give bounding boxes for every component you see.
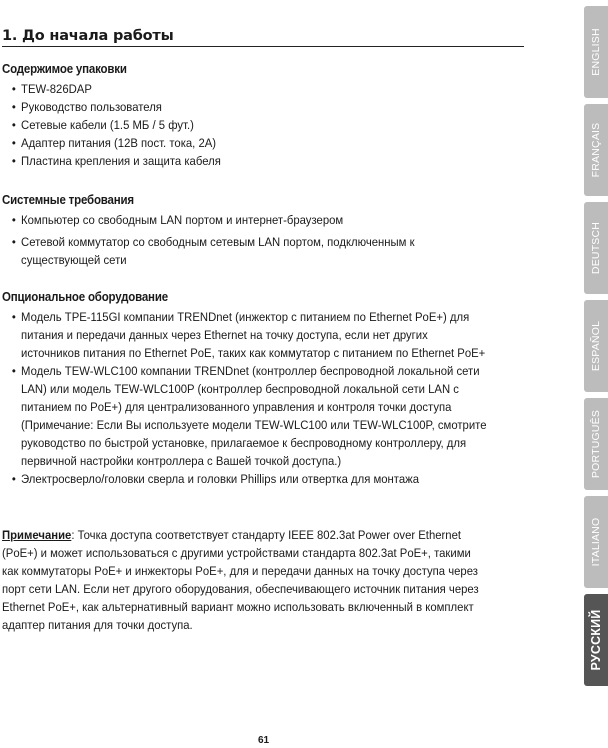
tab-portugues[interactable]: PORTUGUÊS — [584, 398, 608, 490]
optional-list — [10, 308, 528, 488]
note-paragraph: Примечание: Точка доступа соответствует стандарту IEEE 802.3at Power over Ethernet (PoE+) и может использоваться с другими устройствами стандарта 802.3at PoE+, такими как коммутаторы PoE+ и инжекторы PoE+, для и передачи данных на точку доступа через порт сети LAN. Если нет другого оборудования, обеспечивающего источник питания через Ethernet PoE+, как альтернативный вариант можно использовать включенный в комплект адаптер питания для точки доступа. — [2, 528, 479, 632]
package-heading: Содержимое упаковки — [2, 62, 127, 76]
page-number: 61 — [258, 735, 270, 746]
list-item: • TEW-826DAP — [10, 80, 221, 98]
list-item: • Компьютер со свободным LAN портом и интернет-браузером — [10, 211, 415, 229]
list-item: • Руководство пользователя — [10, 98, 221, 116]
list-item: • Модель TEW-WLC100 компании TRENDnet (контроллер беспроводной локальной сети LAN) или модель TEW-WLC100P (контроллер беспроводной локальной сети LAN с питанием по PoE+) для централизованного управления и контроля точки доступа (Примечание: Если Вы используете модели TEW-WLC100 или TEW-WLC100P, смотрите руководство по быстрой установке, прилагаемое к беспроводному контроллеру, для первичной настройки контроллера с Вашей точкой доступа.) — [10, 362, 487, 470]
tab-deutsch[interactable]: DEUTSCH — [584, 202, 608, 294]
note-label: Примечание — [2, 528, 72, 542]
tab-francais[interactable]: FRANÇAIS — [584, 104, 608, 196]
list-item: • Сетевые кабели (1.5 МБ / 5 фут.) — [10, 116, 221, 134]
list-item: • Модель TPE-115GI компании TRENDnet (инжектор с питанием по Ethernet PoE+) для питания и передачи данных через Ethernet на точку доступа, если нет других источников питания по Ethernet PoE, таких как коммутатор с питанием по Ethernet PoE+ — [10, 308, 487, 362]
requirements-list — [10, 211, 450, 269]
tab-espanol[interactable]: ESPAÑOL — [584, 300, 608, 392]
tab-italiano[interactable]: ITALIANO — [584, 496, 608, 588]
requirements-heading: Системные требования — [2, 193, 134, 207]
list-item: • Сетевой коммутатор со свободным сетевым LAN портом, подключенным к существующей сети — [10, 233, 415, 269]
tab-russian[interactable]: РУССКИЙ — [584, 594, 608, 686]
list-item: • Адаптер питания (12В пост. тока, 2А) — [10, 134, 221, 152]
list-item: • Пластина крепления и защита кабеля — [10, 152, 221, 170]
page-title: 1. До начала работы — [2, 28, 524, 47]
package-list — [10, 80, 239, 170]
tab-english[interactable]: ENGLISH — [584, 6, 608, 98]
optional-heading: Опциональное оборудование — [2, 290, 168, 304]
list-item: • Электросверло/головки сверла и головки Phillips или отвертка для монтажа — [10, 470, 487, 488]
